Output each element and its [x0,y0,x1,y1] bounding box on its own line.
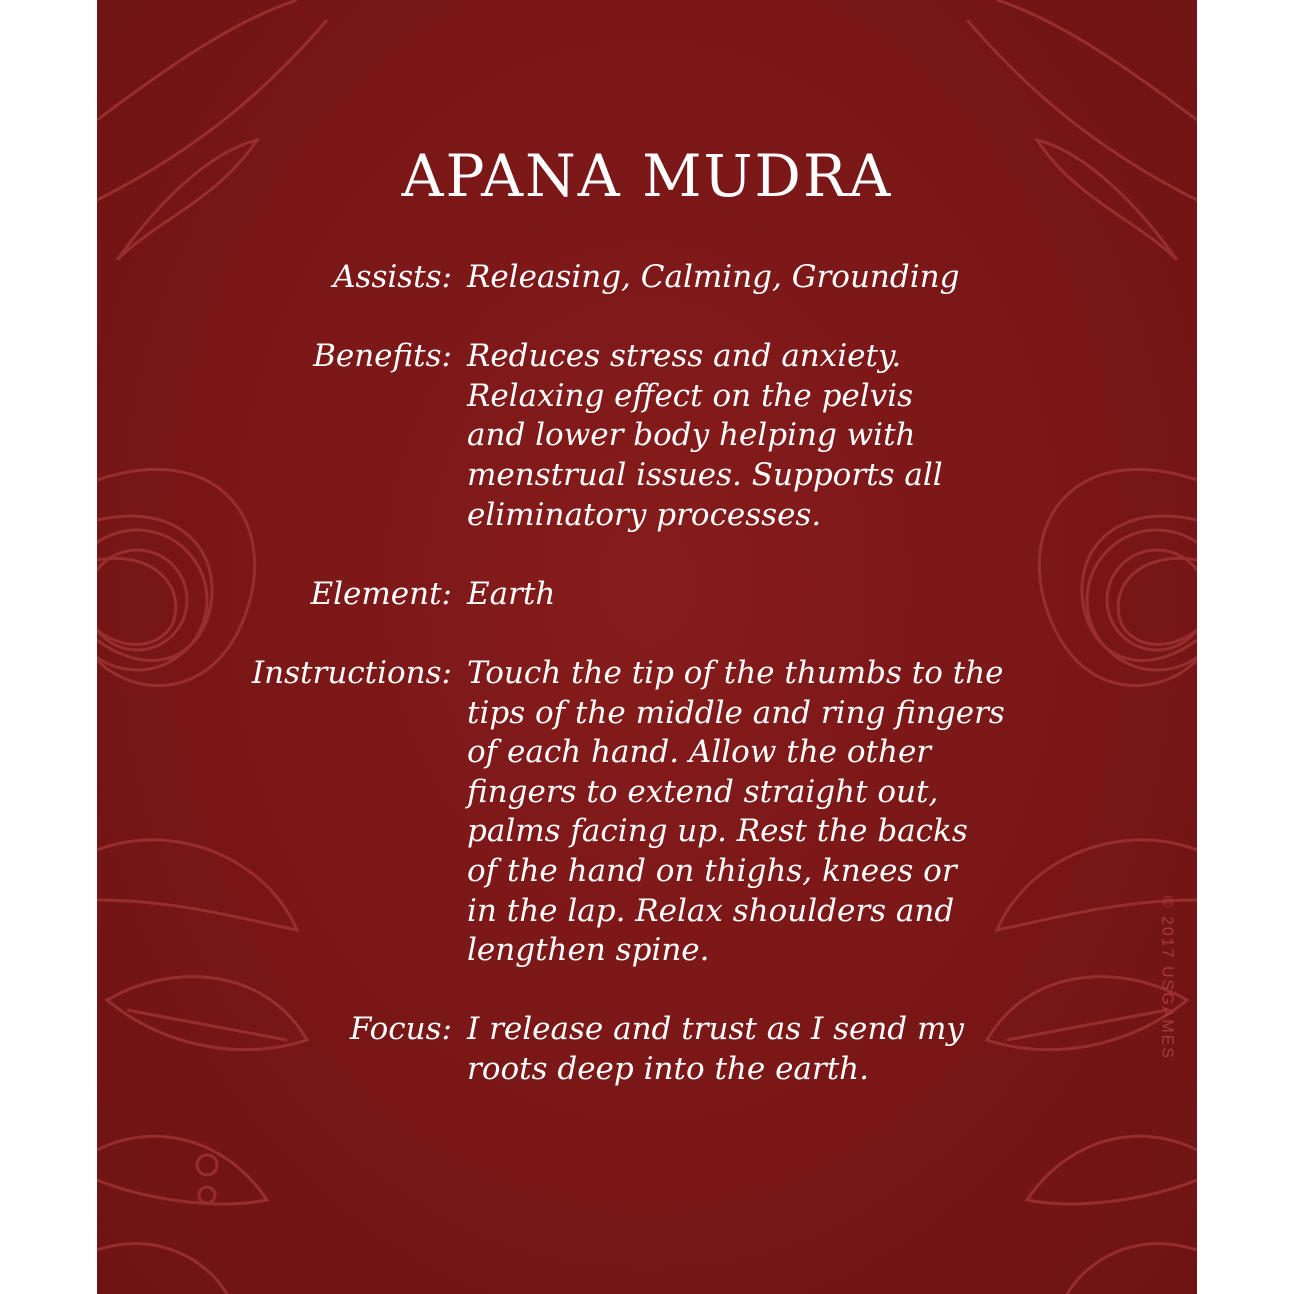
field-value: Reduces stress and anxiety. Relaxing effect on the pelvis and lower body helping with menstrual issues. Supports all eliminatory processes. [467,338,943,533]
field-label: Assists: [333,259,452,295]
field-label: Focus: [349,1011,452,1048]
field-focus [97,1010,1197,1089]
card-title: APANA MUDRA [401,142,893,210]
field-benefits [97,337,1197,535]
field-value: Earth [467,575,556,612]
copyright-notice: © 2017 USGAMES [1158,895,1175,1060]
field-assists [97,258,1197,298]
field-value: Touch the tip of the thumbs to the tips of the middle and ring fingers of each hand. Allow the other fingers to extend straight out, palms facing up. Rest the backs of the hand on thighs, knees or in the lap. Relax shoulders and lengthen spine. [467,654,1005,969]
field-value: I release and trust as I send my roots deep into the earth. [467,1011,964,1087]
field-element [97,575,1197,615]
field-list [97,258,1197,1129]
field-value: Releasing, Calming, Grounding [467,259,960,295]
field-label: Benefits: [313,338,452,375]
mudra-card [97,0,1197,1294]
field-label: Instructions: [251,654,452,691]
field-instructions [97,654,1197,971]
field-label: Element: [310,575,452,612]
